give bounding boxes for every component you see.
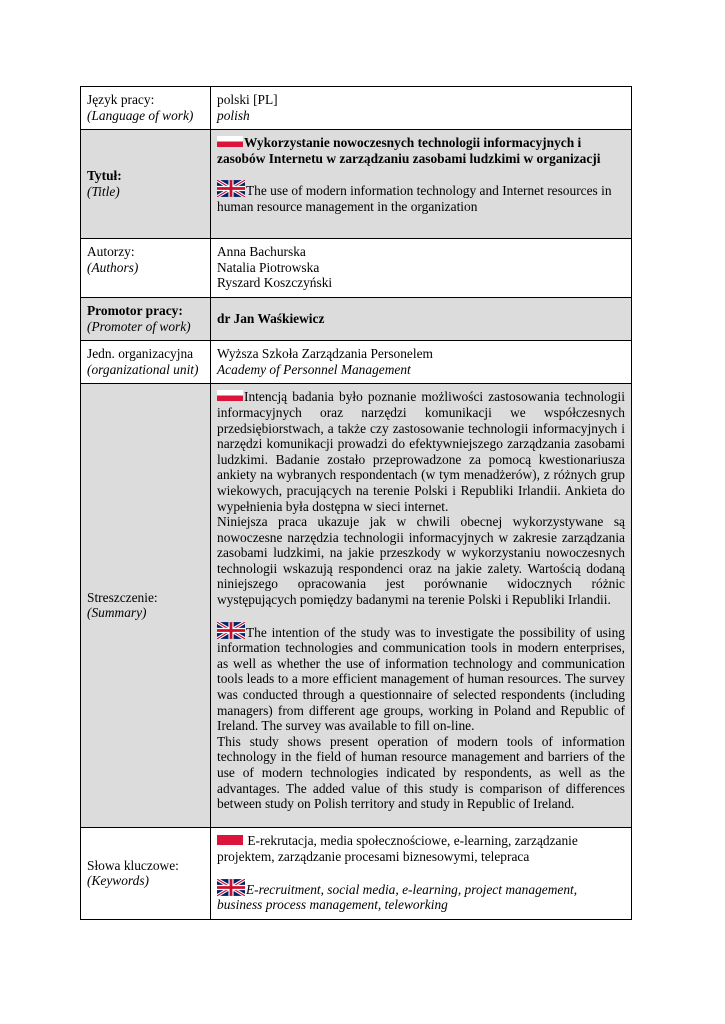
- uk-flag-icon: [217, 180, 245, 197]
- promoter-label-cell: [81, 297, 211, 340]
- unit-value-cell: [211, 341, 632, 384]
- language-label-en: (Language of work): [87, 107, 194, 123]
- summary-en-p1-block: [217, 622, 625, 734]
- summary-en-p2: This study shows present operation of modern tools of information technology in the field of human resource management and barriers of the use of modern technologies indicated by respondents, as well as the advantages. The added value of this study is comparison of differences between study on Polish territory and study in Republic of Ireland.: [217, 733, 625, 812]
- language-row: [81, 87, 632, 130]
- title-label-cell: [81, 130, 211, 239]
- title-pl: Wykorzystanie nowoczesnych technologii informacyjnych i zasobów Internetu w zarządzaniu zasobami ludzkimi w organizacji: [217, 135, 601, 166]
- summary-en-p1: The intention of the study was to investigate the possibility of using information technologies and communication tools in modern enterprises, as well as whether the use of information technology and communication tools leads to a more efficient management of human resources. The survey was conducted through a questionnaire of selected respondents (including managers) from different age groups, working in Poland and Republic of Ireland. The survey was available to fill on-line.: [217, 624, 625, 734]
- unit-label-en: (organizational unit): [87, 361, 199, 377]
- promoter-value: dr Jan Waśkiewicz: [217, 310, 325, 326]
- unit-value-en: Academy of Personnel Management: [217, 361, 411, 377]
- author-name: Ryszard Koszczyński: [217, 275, 333, 291]
- uk-flag-icon: [217, 879, 245, 896]
- promoter-label: Promotor pracy:: [87, 302, 183, 318]
- author-name: Anna Bachurska: [217, 244, 306, 260]
- authors-label: Autorzy:: [87, 244, 135, 260]
- title-en: The use of modern information technology and Internet resources in human resource management in the organization: [217, 183, 612, 214]
- promoter-label-en: (Promoter of work): [87, 318, 191, 334]
- summary-pl-p2: Niniejsza praca ukazuje jak w chwili obecnej wykorzystywane są nowoczesne narzędzia technologii informacyjnych w zakresie zarządzania zasobami ludzkimi, na jakie przeszkody w wykorzystaniu nowoczesnych technologii wskazują respondenci oraz na jakie zalety. Wartością dodaną niniejszego opracowania jest porównanie widocznych różnic występujących pomiędzy badanymi na terenie Polski i Republiki Irlandii.: [217, 514, 625, 608]
- polish-flag-icon: [217, 390, 243, 401]
- language-value-cell: [211, 87, 632, 130]
- polish-flag-icon: [217, 136, 243, 147]
- polish-flag-icon: [217, 835, 243, 845]
- summary-value-cell: [211, 384, 632, 828]
- authors-row: [81, 239, 632, 298]
- keywords-pl: E-rekrutacja, media społecznościowe, e-learning, zarządzanie projektem, zarządzanie procesami biznesowymi, telepraca: [217, 833, 578, 864]
- summary-pl-p1: Intencją badania było poznanie możliwości zastosowania technologii informacyjnych oraz narzędzi komunikacji we współczesnych przedsiębiorstwach, a także czy zastosowanie technologii informacyjnych i narzędzi komunikacji prowadzi do efektywniejszego zarządzania zasobami ludzkimi. Badanie zostało przeprowadzone za pomocą kwestionariusza ankiety na wybranych respondentach (w tym menadżerów), z różnych grup wiekowych, pracujących na terenie Polski i Republiki Irlandii. Ankieta do wypełnienia była dostępna w sieci internet.: [217, 389, 625, 514]
- authors-label-cell: [81, 239, 211, 298]
- language-value-en: polish: [217, 107, 250, 123]
- title-en-block: [217, 180, 625, 214]
- summary-label-en: (Summary): [87, 605, 147, 621]
- keywords-value-cell: [211, 828, 632, 920]
- summary-pl-p1-block: [217, 389, 625, 514]
- unit-row: [81, 341, 632, 384]
- authors-value-cell: [211, 239, 632, 298]
- keywords-label-en: (Keywords): [87, 873, 149, 889]
- keywords-row: [81, 828, 632, 920]
- unit-value: Wyższa Szkoła Zarządzania Personelem: [217, 346, 433, 362]
- title-label: Tytuł:: [87, 168, 122, 184]
- keywords-en-block: [217, 879, 625, 913]
- unit-label: Jedn. organizacyjna: [87, 346, 194, 362]
- thesis-metadata-table: [80, 86, 632, 920]
- title-value-cell: [211, 130, 632, 239]
- authors-label-en: (Authors): [87, 259, 139, 275]
- keywords-pl-block: [217, 833, 625, 864]
- promoter-row: [81, 297, 632, 340]
- summary-row: [81, 384, 632, 828]
- title-label-en: (Title): [87, 183, 120, 199]
- keywords-label: Słowa kluczowe:: [87, 857, 179, 873]
- language-label: Język pracy:: [87, 92, 155, 107]
- author-name: Natalia Piotrowska: [217, 259, 320, 275]
- title-row: [81, 130, 632, 239]
- language-label-cell: [81, 87, 211, 130]
- unit-label-cell: [81, 341, 211, 384]
- summary-label: Streszczenie:: [87, 589, 158, 605]
- title-pl-block: [217, 135, 625, 166]
- uk-flag-icon: [217, 622, 245, 639]
- keywords-en: E-recruitment, social media, e-learning, project management, business process management, teleworking: [217, 881, 578, 913]
- language-value: polski [PL]: [217, 92, 278, 107]
- promoter-value-cell: [211, 297, 632, 340]
- keywords-label-cell: [81, 828, 211, 920]
- summary-label-cell: [81, 384, 211, 828]
